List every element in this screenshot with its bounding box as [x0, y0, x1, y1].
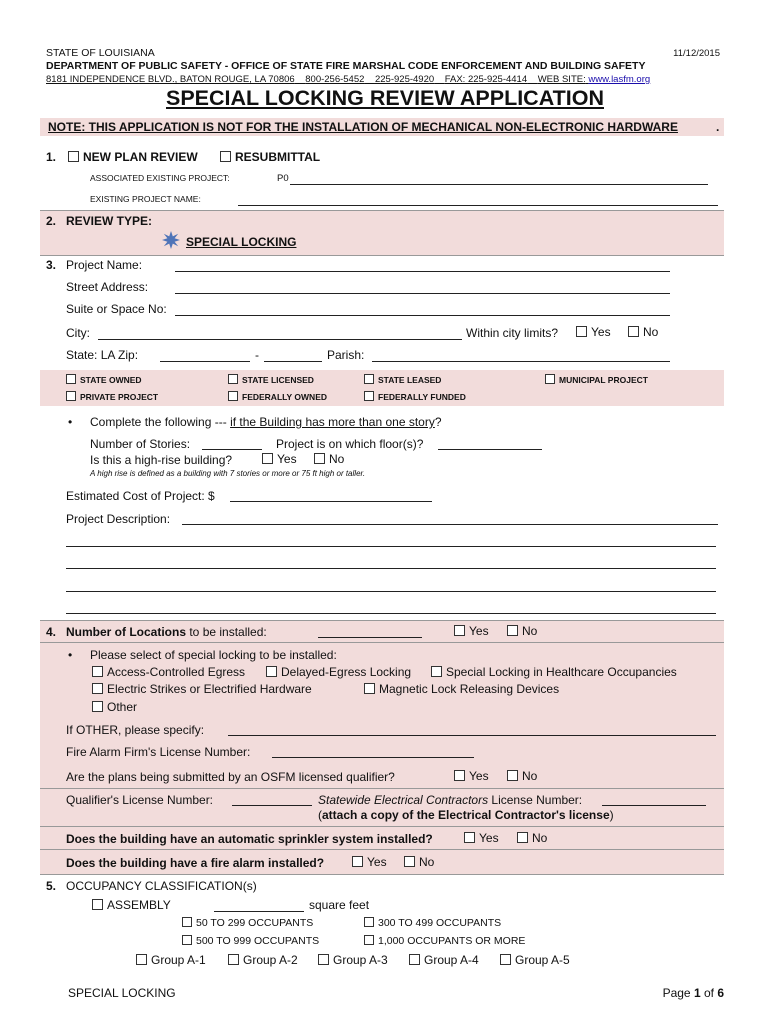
- osfm-qualifier-label: Are the plans being submitted by an OSFM licensed qualifier?: [66, 770, 395, 784]
- state-owned-option[interactable]: STATE OWNED: [66, 374, 142, 385]
- osfm-yes[interactable]: Yes: [454, 769, 489, 783]
- access-controlled-egress-option[interactable]: Access-Controlled Egress: [92, 665, 245, 679]
- phone-2: 225-925-4920: [374, 74, 435, 85]
- section-3-number: 3.: [46, 258, 57, 272]
- contact-line: [46, 74, 650, 85]
- multi-story-instruction: Complete the following --- if the Building has more than one story?: [90, 415, 442, 429]
- suite-label: Suite or Space No:: [66, 302, 167, 316]
- municipal-project-option[interactable]: MUNICIPAL PROJECT: [545, 374, 648, 385]
- osfm-no[interactable]: No: [507, 769, 537, 783]
- floors-label: Project is on which floor(s)?: [276, 437, 424, 451]
- associated-project-field[interactable]: [290, 184, 708, 185]
- checkbox-icon[interactable]: [628, 326, 639, 337]
- associated-project-label: ASSOCIATED EXISTING PROJECT:: [90, 173, 230, 183]
- section-4-number: 4.: [46, 625, 57, 639]
- state-name: STATE OF LOUISIANA: [46, 47, 155, 59]
- suite-field[interactable]: [175, 315, 670, 316]
- resubmittal-option[interactable]: RESUBMITTAL: [220, 150, 320, 164]
- sprinkler-label: Does the building have an automatic sprinkler system installed?: [66, 832, 433, 846]
- highrise-no[interactable]: No: [314, 452, 344, 466]
- zip-dash: -: [255, 348, 259, 362]
- divider: [40, 849, 724, 850]
- checkbox-icon[interactable]: [92, 899, 103, 910]
- divider: [40, 642, 724, 643]
- checkbox-icon[interactable]: [92, 683, 103, 694]
- street-address-label: Street Address:: [66, 280, 149, 294]
- fax: FAX: 225-925-4414: [444, 74, 528, 85]
- checkbox-icon[interactable]: [66, 391, 76, 401]
- occupancy-classification-label: OCCUPANCY CLASSIFICATION(s): [66, 879, 257, 893]
- fire-alarm-no[interactable]: No: [404, 855, 434, 869]
- checkbox-icon[interactable]: [314, 453, 325, 464]
- review-type-value: SPECIAL LOCKING: [186, 235, 297, 249]
- within-city-no[interactable]: No: [628, 325, 658, 339]
- fire-alarm-license-field[interactable]: [272, 757, 474, 758]
- occupants-50-299-option[interactable]: 50 TO 299 OCCUPANTS: [182, 917, 313, 929]
- project-description-line[interactable]: [66, 591, 716, 592]
- checkbox-icon[interactable]: [228, 391, 238, 401]
- statewide-license-field[interactable]: [602, 805, 706, 806]
- checkbox-icon[interactable]: [136, 954, 147, 965]
- group-a2-option[interactable]: Group A-2: [228, 953, 298, 967]
- within-city-yes[interactable]: Yes: [576, 325, 611, 339]
- floors-field[interactable]: [438, 449, 542, 450]
- occupants-1000-plus-option[interactable]: 1,000 OCCUPANTS OR MORE: [364, 935, 525, 947]
- existing-project-name-field[interactable]: [238, 205, 718, 206]
- bullet-icon: •: [68, 415, 73, 429]
- other-specify-field[interactable]: [228, 735, 716, 736]
- page-number: Page 1 of 6: [662, 986, 724, 1000]
- checkbox-icon[interactable]: [404, 856, 415, 867]
- cost-label: Estimated Cost of Project: $: [66, 489, 215, 503]
- fire-alarm-yes[interactable]: Yes: [352, 855, 387, 869]
- private-project-option[interactable]: PRIVATE PROJECT: [66, 391, 158, 402]
- footer-form-name: SPECIAL LOCKING: [68, 986, 176, 1000]
- checkbox-icon[interactable]: [66, 374, 76, 384]
- sprinkler-no[interactable]: No: [517, 831, 547, 845]
- associated-project-prefix: P0: [277, 173, 289, 184]
- checkbox-icon[interactable]: [464, 832, 475, 843]
- department-name: DEPARTMENT OF PUBLIC SAFETY - OFFICE OF STATE FIRE MARSHAL CODE ENFORCEMENT AND BUILDING SAFETY: [46, 60, 646, 72]
- project-description-line[interactable]: [66, 613, 716, 614]
- city-label: City:: [66, 326, 90, 340]
- group-a4-option[interactable]: Group A-4: [409, 953, 479, 967]
- federally-funded-option[interactable]: FEDERALLY FUNDED: [364, 391, 466, 402]
- other-option[interactable]: Other: [92, 700, 137, 714]
- statewide-license-label: Statewide Electrical Contractors License Number:: [318, 793, 583, 807]
- checkbox-icon[interactable]: [507, 625, 518, 636]
- checkbox-icon[interactable]: [431, 666, 442, 677]
- federally-owned-option[interactable]: FEDERALLY OWNED: [228, 391, 327, 402]
- checkbox-icon[interactable]: [364, 917, 374, 927]
- divider: [40, 255, 724, 256]
- checkbox-icon[interactable]: [92, 701, 103, 712]
- stories-field[interactable]: [202, 449, 262, 450]
- checkbox-icon[interactable]: [182, 935, 192, 945]
- starburst-icon: [162, 231, 180, 249]
- parish-field[interactable]: [372, 361, 670, 362]
- checkbox-icon[interactable]: [500, 954, 511, 965]
- locations-yes[interactable]: Yes: [454, 624, 489, 638]
- locations-label: Number of Locations to be installed:: [66, 625, 267, 639]
- checkbox-icon[interactable]: [266, 666, 277, 677]
- highrise-label: Is this a high-rise building?: [90, 453, 233, 467]
- fire-alarm-license-label: Fire Alarm Firm's License Number:: [66, 745, 251, 759]
- address: 8181 INDEPENDENCE BLVD., BATON ROUGE, LA 70806: [46, 74, 295, 85]
- checkbox-icon[interactable]: [92, 666, 103, 677]
- qualifier-license-label: Qualifier's License Number:: [66, 793, 214, 807]
- highrise-definition: A high rise is defined as a building with 7 stories or more or 75 ft high or taller.: [90, 469, 366, 478]
- city-field[interactable]: [98, 339, 462, 340]
- phone-1: 800-256-5452: [305, 74, 365, 85]
- checkbox-icon[interactable]: [318, 954, 329, 965]
- electric-strikes-option[interactable]: Electric Strikes or Electrified Hardware: [92, 682, 312, 696]
- section-2-number: 2.: [46, 214, 57, 228]
- checkbox-icon[interactable]: [220, 151, 231, 162]
- checkbox-icon[interactable]: [545, 374, 555, 384]
- stories-label: Number of Stories:: [90, 437, 191, 451]
- section-5-number: 5.: [46, 879, 57, 893]
- square-feet-label: square feet: [309, 898, 370, 912]
- parish-label: Parish:: [327, 348, 365, 362]
- project-description-line[interactable]: [66, 568, 716, 569]
- checkbox-icon[interactable]: [454, 625, 465, 636]
- checkbox-icon[interactable]: [364, 683, 375, 694]
- form-date: 11/12/2015: [673, 48, 720, 59]
- checkbox-icon[interactable]: [576, 326, 587, 337]
- checkbox-icon[interactable]: [409, 954, 420, 965]
- checkbox-icon[interactable]: [228, 954, 239, 965]
- occupants-300-499-option[interactable]: 300 TO 499 OCCUPANTS: [364, 917, 501, 929]
- existing-project-name-label: EXISTING PROJECT NAME:: [90, 194, 201, 204]
- note-text: NOTE: THIS APPLICATION IS NOT FOR THE INSTALLATION OF MECHANICAL NON-ELECTRONIC HARDWARE: [48, 120, 678, 134]
- assembly-option[interactable]: ASSEMBLY: [92, 898, 171, 912]
- checkbox-icon[interactable]: [68, 151, 79, 162]
- locations-field[interactable]: [318, 637, 422, 638]
- checkbox-icon[interactable]: [507, 770, 518, 781]
- project-name-label: Project Name:: [66, 258, 143, 272]
- project-description-label: Project Description:: [66, 512, 171, 526]
- occupants-500-999-option[interactable]: 500 TO 999 OCCUPANTS: [182, 935, 319, 947]
- highrise-yes[interactable]: Yes: [262, 452, 297, 466]
- website-link[interactable]: www.lasfm.org: [588, 74, 651, 85]
- checkbox-icon[interactable]: [352, 856, 363, 867]
- group-a3-option[interactable]: Group A-3: [318, 953, 388, 967]
- checkbox-icon[interactable]: [454, 770, 465, 781]
- divider: [40, 826, 724, 827]
- qualifier-license-field[interactable]: [232, 805, 312, 806]
- magnetic-lock-option[interactable]: Magnetic Lock Releasing Devices: [364, 682, 559, 696]
- other-specify-label: If OTHER, please specify:: [66, 723, 205, 737]
- review-type-label: REVIEW TYPE:: [66, 214, 153, 228]
- project-description-field[interactable]: [182, 524, 718, 525]
- cost-field[interactable]: [230, 501, 432, 502]
- bullet-icon: •: [68, 648, 73, 662]
- attach-license-note: (attach a copy of the Electrical Contractor's license): [318, 808, 614, 822]
- checkbox-icon[interactable]: [364, 935, 374, 945]
- locations-no[interactable]: No: [507, 624, 537, 638]
- state-zip-label: State: LA Zip:: [66, 348, 139, 362]
- note-period: .: [716, 120, 720, 134]
- state-licensed-option[interactable]: STATE LICENSED: [228, 374, 314, 385]
- page-title: SPECIAL LOCKING REVIEW APPLICATION: [166, 86, 604, 110]
- fire-alarm-label: Does the building have a fire alarm installed?: [66, 856, 325, 870]
- zip-field[interactable]: [160, 361, 250, 362]
- checkbox-icon[interactable]: [364, 374, 374, 384]
- group-a5-option[interactable]: Group A-5: [500, 953, 570, 967]
- group-a1-option[interactable]: Group A-1: [136, 953, 206, 967]
- divider: [40, 620, 724, 621]
- website-label: WEB SITE:: [537, 74, 586, 85]
- project-description-line[interactable]: [66, 546, 716, 547]
- delayed-egress-option[interactable]: Delayed-Egress Locking: [266, 665, 411, 679]
- new-plan-review-option[interactable]: NEW PLAN REVIEW: [68, 150, 198, 164]
- checkbox-icon[interactable]: [364, 391, 374, 401]
- divider: [40, 210, 724, 211]
- locking-type-instruction: Please select of special locking to be installed:: [90, 648, 337, 662]
- healthcare-locking-option[interactable]: Special Locking in Healthcare Occupancies: [431, 665, 677, 679]
- zip-ext-field[interactable]: [264, 361, 322, 362]
- checkbox-icon[interactable]: [228, 374, 238, 384]
- square-feet-field[interactable]: [214, 911, 304, 912]
- checkbox-icon[interactable]: [517, 832, 528, 843]
- state-leased-option[interactable]: STATE LEASED: [364, 374, 441, 385]
- checkbox-icon[interactable]: [262, 453, 273, 464]
- within-city-limits-label: Within city limits?: [466, 326, 559, 340]
- section-1-number: 1.: [46, 150, 57, 164]
- checkbox-icon[interactable]: [182, 917, 192, 927]
- divider: [40, 874, 724, 875]
- sprinkler-yes[interactable]: Yes: [464, 831, 499, 845]
- divider: [40, 788, 724, 789]
- street-address-field[interactable]: [175, 293, 670, 294]
- project-name-field[interactable]: [175, 271, 670, 272]
